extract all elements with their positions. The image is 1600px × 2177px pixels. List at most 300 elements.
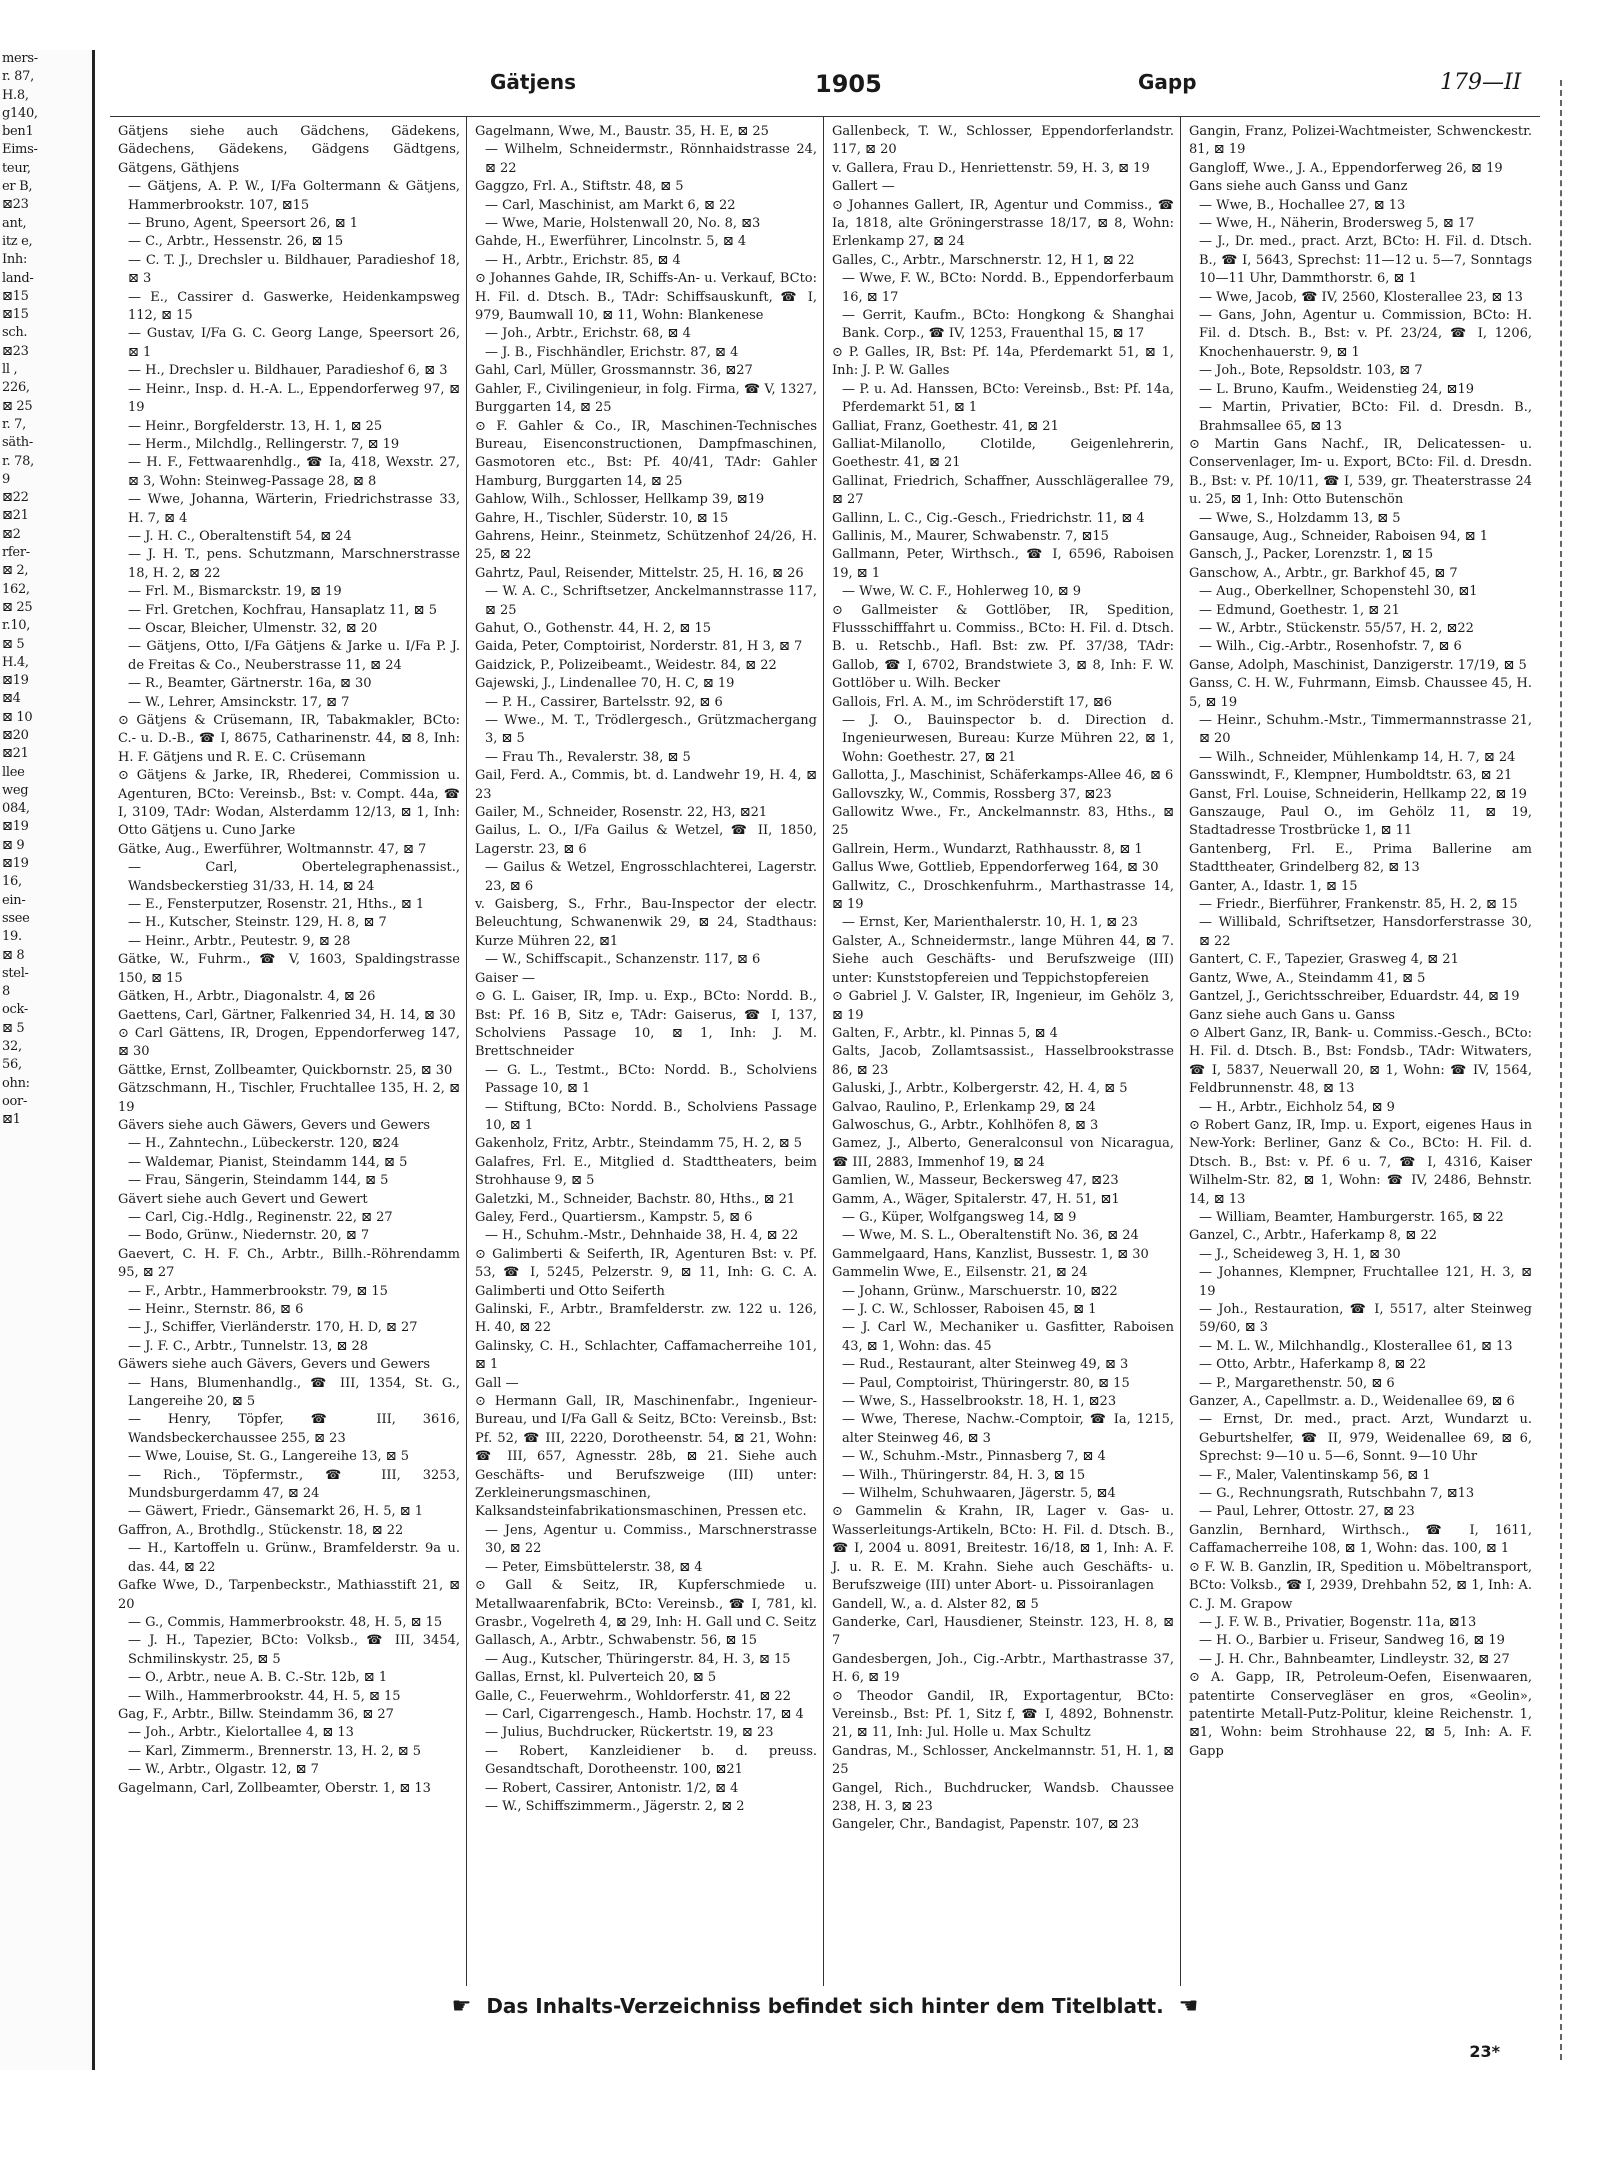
margin-fragment: säth- [2,435,33,451]
directory-entry: ⊙ G. L. Gaiser, IR, Imp. u. Exp., BCto: Nordd. B., Bst: Pf. 16 B, Sitz e, TAdr: Gaiserus, ☎ I, 137, Scholviens Passage 10, ⊠ 1, Inh: J. M. Brettschneider [475,989,817,1060]
page-edge-line [1560,80,1564,2060]
directory-entry: Gallert — [832,179,895,195]
directory-entry: — Wilh., Hammerbrookstr. 44, H. 5, ⊠ 15 [128,1688,401,1704]
margin-fragment: ⊠21 [2,508,29,524]
directory-entry: — W., Schuhm.-Mstr., Pinnasberg 7, ⊠ 4 [842,1449,1106,1465]
directory-entry: Galwoschus, G., Arbtr., Kohlhöfen 8, ⊠ 3 [832,1117,1099,1133]
margin-fragment: ll , [2,362,18,378]
directory-entry: — Frl. Gretchen, Kochfrau, Hansaplatz 11, ⊠ 5 [128,602,437,618]
directory-entry: Ganderke, Carl, Hausdiener, Steinstr. 123, H. 8, ⊠ 7 [832,1614,1174,1649]
directory-entry: ⊙ A. Gapp, IR, Petroleum-Oefen, Eisenwaaren, patentirte Conservegläser en gros, «Geolin», patentirte Metall-Putz-Politur, kleine Reichenstr. 1, ⊠1, Wohn: beim Strohhause 22, ⊠ 5, Inh: A. F. Gapp [1189,1670,1532,1759]
margin-fragment: ⊠23 [2,343,29,359]
directory-entry: — Wwe, H., Näherin, Brodersweg 5, ⊠ 17 [1199,216,1475,232]
directory-entry: — J. F. W. B., Privatier, Bogenstr. 11a, ⊠13 [1199,1614,1477,1630]
directory-entry: Gallois, Frl. A. M., im Schröderstift 17, ⊠6 [832,694,1113,710]
column-1 [110,117,467,1986]
pointing-hand-icon: ☚ [1178,1994,1199,2019]
directory-entry: — Herm., Milchdlg., Rellingerstr. 7, ⊠ 19 [128,436,400,452]
margin-fragment: ben1 [2,124,34,140]
margin-fragment: ⊠ 10 [2,709,33,725]
margin-fragment: 32, [2,1039,22,1055]
footer-notice [110,1994,1540,2061]
column-2 [467,117,824,1986]
directory-entry: Gaidzick, P., Polizeibeamt., Weidestr. 84, ⊠ 22 [475,657,777,673]
directory-entry: Galinsky, C. H., Schlachter, Caffamacherreihe 101, ⊠ 1 [475,1338,817,1373]
margin-fragment: ⊠20 [2,727,29,743]
margin-fragment: ⊠2 [2,526,21,542]
directory-entry: Gaggzo, Frl. A., Stiftstr. 48, ⊠ 5 [475,179,684,195]
directory-entry: — Heinr., Schuhm.-Mstr., Timmermannstrasse 21, ⊠ 20 [1199,713,1532,747]
directory-entry: Gagelmann, Wwe, M., Baustr. 35, H. E, ⊠ 25 [475,124,769,139]
directory-entry: Gantzel, J., Gerichtsschreiber, Eduardstr. 44, ⊠ 19 [1189,989,1520,1005]
signature-mark: 23* [1469,2042,1500,2061]
margin-fragment: stel- [2,965,29,981]
directory-entry: — Wwe, Therese, Nachw.-Comptoir, ☎ Ia, 1215, alter Steinweg 46, ⊠ 3 [842,1412,1174,1446]
directory-entry: Gaevert, C. H. F. Ch., Arbtr., Billh.-Röhrendamm 95, ⊠ 27 [118,1246,460,1281]
directory-entry: ⊙ Gall & Seitz, IR, Kupferschmiede u. Metallwaarenfabrik, BCto: Vereinsb., ☎ I, 781, kl. Grasbr., Vogelreth 4, ⊠ 29, Inh: H. Gall und C. Seitz [475,1578,817,1630]
margin-fragment: ⊠19 [2,856,29,872]
margin-fragment: 16, [2,874,22,890]
directory-entry: — W., Schiffszimmerm., Jägerstr. 2, ⊠ 2 [485,1798,745,1814]
directory-entry: Galey, Ferd., Quartiersm., Kampstr. 5, ⊠ 6 [475,1209,753,1225]
directory-entry: — R., Beamter, Gärtnerstr. 16a, ⊠ 30 [128,676,372,692]
directory-entry: — Frau, Sängerin, Steindamm 144, ⊠ 5 [128,1173,389,1189]
directory-entry: — Oscar, Bleicher, Ulmenstr. 32, ⊠ 20 [128,620,378,636]
directory-entry: Gansswindt, F., Klempner, Humboldtstr. 63, ⊠ 21 [1189,768,1513,784]
directory-entry: Gakenholz, Fritz, Arbtr., Steindamm 75, H. 2, ⊠ 5 [475,1136,803,1152]
directory-entry: — J. H. Chr., Bahnbeamter, Lindleystr. 32, ⊠ 27 [1199,1651,1510,1667]
margin-fragment: ⊠ 25 [2,398,33,414]
directory-entry: Ganzel, C., Arbtr., Haferkamp 8, ⊠ 22 [1189,1228,1438,1244]
directory-entry: Gallenbeck, T. W., Schlosser, Eppendorferlandstr. 117, ⊠ 20 [832,124,1174,158]
directory-entry: Gansch, J., Packer, Lorenzstr. 1, ⊠ 15 [1189,547,1434,563]
directory-entry: Gantert, C. F., Tapezier, Grasweg 4, ⊠ 21 [1189,952,1459,968]
adjacent-page-margin [0,50,95,2070]
directory-entry: — J. H. C., Oberaltenstift 54, ⊠ 24 [128,528,352,544]
directory-entry: — Gustav, I/Fa G. C. Georg Lange, Speersort 26, ⊠ 1 [128,326,460,360]
margin-fragment: oor- [2,1093,28,1109]
directory-entry: Gahre, H., Tischler, Süderstr. 10, ⊠ 15 [475,510,729,526]
directory-entry: Gahde, H., Ewerführer, Lincolnstr. 5, ⊠ 4 [475,234,747,250]
directory-entry: ⊙ Gallmeister & Gottlöber, IR, Spedition, Flussschifffahrt u. Commiss., BCto: H. Fil. d. Dtsch. B. u. Retschb., Hafl. Bst: zw. Pf. 37/38, TAdr: Gallob, ☎ I, 6702, Brandstwiete 3, ⊠ 8, Inh: F. W. Gottlöber u. Wilh. Becker [832,602,1174,692]
header-year: 1905 [815,70,882,98]
directory-entry: Gandesbergen, Joh., Cig.-Arbtr., Marthastrasse 37, H. 6, ⊠ 19 [832,1651,1174,1686]
directory-entry: — J., Scheideweg 3, H. 1, ⊠ 30 [1199,1246,1401,1262]
margin-fragment: 19. [2,929,22,945]
directory-entry: Gallasch, A., Arbtr., Schwabenstr. 56, ⊠ 15 [475,1633,758,1649]
margin-fragment: weg [2,782,29,798]
margin-fragment: Inh: [2,252,28,268]
margin-fragment: ⊠ 5 [2,1020,25,1036]
directory-entry: ⊙ Johannes Gallert, IR, Agentur und Commiss., ☎ Ia, 1818, alte Gröningerstrasse 18/17, ⊠ 8, Wohn: Erlenkamp 27, ⊠ 24 [832,197,1174,250]
directory-entry: — Edmund, Goethestr. 1, ⊠ 21 [1199,602,1400,618]
directory-entry: — W., Arbtr., Olgastr. 12, ⊠ 7 [128,1762,319,1778]
directory-entry: Ganss, C. H. W., Fuhrmann, Eimsb. Chaussee 45, H. 5, ⊠ 19 [1189,676,1532,710]
directory-entry: — M. L. W., Milchhandlg., Klosterallee 61, ⊠ 13 [1199,1338,1513,1354]
directory-entry: — H., Schuhm.-Mstr., Dehnhaide 38, H. 4, ⊠ 22 [485,1228,799,1244]
directory-entry: Gafke Wwe, D., Tarpenbeckstr., Mathiasstift 21, ⊠ 20 [118,1578,460,1612]
margin-fragment: ⊠19 [2,819,29,835]
directory-entry: ⊙ Carl Gättens, IR, Drogen, Eppendorferweg 147, ⊠ 30 [118,1025,460,1060]
directory-entry: Galuski, J., Arbtr., Kolbergerstr. 42, H. 4, ⊠ 5 [832,1081,1128,1097]
directory-entry: Gailer, M., Schneider, Rosenstr. 22, H3, ⊠21 [475,805,768,821]
directory-entry: — Wwe, Jacob, ☎ IV, 2560, Klosterallee 23, ⊠ 13 [1199,289,1523,305]
margin-fragment: llee [2,764,25,780]
directory-entry: — Aug., Oberkellner, Schopenstehl 30, ⊠1 [1199,584,1478,600]
directory-entry: Ganst, Frl. Louise, Schneiderin, Hellkamp 22, ⊠ 19 [1189,786,1527,802]
directory-entry: Gallinn, L. C., Cig.-Gesch., Friedrichstr. 11, ⊠ 4 [832,510,1145,526]
header-right-word: Gapp [1138,70,1197,94]
directory-entry: Galliat, Franz, Goethestr. 41, ⊠ 21 [832,418,1059,434]
directory-entry: Gamez, J., Alberto, Generalconsul von Nicaragua, ☎ III, 2883, Immenhof 19, ⊠ 24 [832,1136,1174,1170]
directory-entry: — Wwe., M. T., Trödlergesch., Grützmachergang 3, ⊠ 5 [485,713,817,747]
column-4 [1181,117,1538,1986]
directory-entry: — J. C. W., Schlosser, Raboisen 45, ⊠ 1 [842,1302,1097,1317]
directory-entry: Gandell, W., a. d. Alster 82, ⊠ 5 [832,1596,1039,1612]
directory-entry: — Wwe, Marie, Holstenwall 20, No. 8, ⊠3 [485,216,761,232]
directory-entry: Gangeler, Chr., Bandagist, Papenstr. 107, ⊠ 23 [832,1817,1140,1833]
directory-entry: — W., Lehrer, Amsinckstr. 17, ⊠ 7 [128,694,350,710]
directory-entry: — Rud., Restaurant, alter Steinweg 49, ⊠ 3 [842,1357,1129,1373]
margin-fragment: r. 87, [2,69,34,85]
margin-fragment: er B, [2,179,33,195]
directory-entry: — Carl, Cigarrengesch., Hamb. Hochstr. 17, ⊠ 4 [485,1706,804,1722]
directory-entry: Gätke, Aug., Ewerführer, Woltmannstr. 47, ⊠ 7 [118,841,427,857]
directory-entry: Galinski, F., Arbtr., Bramfelderstr. zw. 122 u. 126, H. 40, ⊠ 22 [475,1302,817,1336]
directory-entry: — W., Schiffscapit., Schanzenstr. 117, ⊠ 6 [485,952,761,968]
header-left-word: Gätjens [490,70,577,94]
directory-entry: — F., Maler, Valentinskamp 56, ⊠ 1 [1199,1467,1431,1483]
directory-entry: — H., Drechsler u. Bildhauer, Paradieshof 6, ⊠ 3 [128,363,448,379]
directory-entry: — J. O., Bauinspector b. d. Direction d. Ingenieurwesen, Bureau: Kurze Mühren 22, ⊠ 1, Wohn: Goethestr. 27, ⊠ 21 [842,713,1174,765]
margin-fragment: rfer- [2,545,30,561]
directory-entry: Gahl, Carl, Müller, Grossmannstr. 36, ⊠27 [475,363,753,379]
directory-entry: — H., Kartoffeln u. Grünw., Bramfelderstr. 9a u. das. 44, ⊠ 22 [128,1541,460,1575]
directory-entry: Gail, Ferd. A., Commis, bt. d. Landwehr 19, H. 4, ⊠ 23 [475,768,817,802]
directory-entry: Ganter, A., Idastr. 1, ⊠ 15 [1189,878,1358,894]
directory-entry: Gahler, F., Civilingenieur, in folg. Firma, ☎ V, 1327, Burggarten 14, ⊠ 25 [475,381,817,416]
directory-entry: — Wwe, W. C. F., Hohlerweg 10, ⊠ 9 [842,584,1082,600]
margin-fragment: ⊠ 5 [2,636,25,652]
directory-entry: ⊙ Theodor Gandil, IR, Exportagentur, BCto: Vereinsb., Bst: Pf. 1, Sitz f, ☎ I, 4892, Bohnenstr. 21, ⊠ 11, Inh: Jul. Holle u. Max Schultz [832,1688,1174,1741]
directory-entry: — Heinr., Insp. d. H.-A. L., Eppendorferweg 97, ⊠ 19 [128,381,460,416]
directory-entry: — J. B., Fischhändler, Erichstr. 87, ⊠ 4 [485,344,739,360]
directory-entry: — Bodo, Grünw., Niedernstr. 20, ⊠ 7 [128,1228,370,1244]
directory-entry: ⊙ F. Gahler & Co., IR, Maschinen-Technisches Bureau, Eisenconstructionen, Dampfmaschinen, Gasmotoren etc., Bst: Pf. 40/41, TAdr: Gahler Hamburg, Burggarten 14, ⊠ 25 [475,418,817,489]
directory-entry: ⊙ Martin Gans Nachf., IR, Delicatessen- u. Conservenlager, Im- u. Export, BCto: Fil. d. Dresdn. B., Bst: v. Pf. 10/11, ☎ I, 539, gr. Theaterstrasse 24 u. 25, ⊠ 1, Inh: Otto Butenschön [1189,436,1532,508]
margin-fragment: ⊠1 [2,1112,21,1128]
directory-entry: Gangloff, Wwe., J. A., Eppendorferweg 26, ⊠ 19 [1189,160,1503,176]
directory-entry: Gag, F., Arbtr., Billw. Steindamm 36, ⊠ 27 [118,1706,394,1722]
directory-entry: — H. F., Fettwaarenhdlg., ☎ Ia, 418, Wexstr. 27, ⊠ 3, Wohn: Steinweg-Passage 28, ⊠ 8 [128,455,460,489]
directory-entry: Gantenberg, Frl. E., Prima Ballerine am Stadttheater, Grindelberg 82, ⊠ 13 [1189,841,1532,876]
header-page-number: 179—II [1440,70,1522,95]
directory-entry: — Wilh., Thüringerstr. 84, H. 3, ⊠ 15 [842,1467,1086,1483]
margin-fragment: g140, [2,105,38,121]
margin-fragment: ⊠ 2, [2,563,29,579]
directory-entry: — Karl, Zimmerm., Brennerstr. 13, H. 2, ⊠ 5 [128,1743,422,1759]
directory-entry: — J. Carl W., Mechaniker u. Gasfitter, Raboisen 43, ⊠ 1, Wohn: das. 45 [842,1320,1174,1354]
margin-fragment: 56, [2,1057,22,1073]
directory-entry: — H., Arbtr., Eichholz 54, ⊠ 9 [1199,1099,1395,1115]
directory-entry: — Gailus & Wetzel, Engrosschlachterei, Lagerstr. 23, ⊠ 6 [485,860,817,894]
directory-entry: Gaida, Peter, Comptoirist, Norderstr. 81, H 3, ⊠ 7 [475,639,803,655]
directory-entry: — Henry, Töpfer, ☎ III, 3616, Wandsbeckerchaussee 255, ⊠ 23 [128,1412,460,1446]
directory-entry: Gahrtz, Paul, Reisender, Mittelstr. 25, H. 16, ⊠ 26 [475,565,804,581]
directory-entry: — Wwe, S., Holzdamm 13, ⊠ 5 [1199,510,1401,526]
directory-entry: ⊙ Robert Ganz, IR, Imp. u. Export, eigenes Haus in New-York: Berliner, Ganz & Co., BCto: H. Fil. d. Dtsch. B., Bst: v. Pf. 6 u. 7, ☎ I, 4316, Kaiser Wilhelm-Str. 82, ⊠ 1, Wohn: ☎ IV, 2486, Behnstr. 14, ⊠ 13 [1189,1117,1532,1207]
directory-entry: — Joh., Restauration, ☎ I, 5517, alter Steinweg 59/60, ⊠ 3 [1199,1302,1532,1336]
margin-fragment: sch. [2,325,28,341]
margin-fragment: Eims- [2,142,38,158]
margin-fragment: itz e, [2,233,33,249]
directory-entry: — J. H. T., pens. Schutzmann, Marschnerstrasse 18, H. 2, ⊠ 22 [128,547,460,581]
directory-page [110,70,1540,2061]
directory-entry: — J., Schiffer, Vierländerstr. 170, H. D, ⊠ 27 [128,1320,418,1336]
directory-entry: — Peter, Eimsbüttelerstr. 38, ⊠ 4 [485,1559,703,1575]
directory-entry: — P. H., Cassirer, Bartelsstr. 92, ⊠ 6 [485,694,723,710]
directory-entry: — J., Dr. med., pract. Arzt, BCto: H. Fil. d. Dtsch. B., ☎ I, 5643, Sprechst: 11—12 u. 5—7, Sonntags 10—11 Uhr, Dammthorstr. 6, ⊠ 1 [1199,234,1532,287]
directory-entry: — P. u. Ad. Hanssen, BCto: Vereinsb., Bst: Pf. 14a, Pferdemarkt 51, ⊠ 1 [842,381,1174,416]
directory-entry: Gallotta, J., Maschinist, Schäferkamps-Allee 46, ⊠ 6 [832,768,1174,784]
margin-fragment: ⊠15 [2,307,29,323]
directory-entry: Gailus, L. O., I/Fa Gailus & Wetzel, ☎ II, 1850, Lagerstr. 23, ⊠ 6 [475,823,817,857]
directory-entry: — Julius, Buchdrucker, Rückertstr. 19, ⊠ 23 [485,1725,774,1741]
margin-fragment: r. 78, [2,453,34,469]
directory-entry: Gätjens siehe auch Gädchens, Gädekens, Gädechens, Gädekens, Gädgens Gädtgens, Gätgens, Gäthjens [118,124,460,176]
margin-fragment: ⊠22 [2,490,29,506]
margin-fragment: H.4, [2,654,29,670]
directory-entry: — Carl, Maschinist, am Markt 6, ⊠ 22 [485,197,736,213]
directory-entry: v. Gaisberg, S., Frhr., Bau-Inspector der electr. Beleuchtung, Schwanenwik 29, ⊠ 24, Stadthaus: Kurze Mühren 22, ⊠1 [475,897,817,949]
directory-entry: Galle, C., Feuerwehrm., Wohldorferstr. 41, ⊠ 22 [475,1688,791,1704]
directory-entry: — Gätjens, Otto, I/Fa Gätjens & Jarke u. I/Fa P. J. de Freitas & Co., Neuberstrasse 11, ⊠ 24 [128,639,460,673]
directory-entry: Gättke, Ernst, Zollbeamter, Quickbornstr. 25, ⊠ 30 [118,1062,453,1078]
directory-entry: ⊙ Gätjens & Crüsemann, IR, Tabakmakler, BCto: C.- u. D.-B., ☎ I, 8675, Catharinenstr. 44, ⊠ 8, Inh: H. F. Gätjens und R. E. C. Crüsemann [118,713,460,765]
directory-entry: Gall — [475,1375,519,1391]
directory-entry: Gallovszky, W., Commis, Rossberg 37, ⊠23 [832,786,1112,802]
directory-entry: — W., Arbtr., Stückenstr. 55/57, H. 2, ⊠22 [1199,620,1474,636]
directory-entry: — Wwe, S., Hasselbrookstr. 18, H. 1, ⊠23 [842,1394,1117,1410]
directory-entry: ⊙ Galimberti & Seiferth, IR, Agenturen Bst: v. Pf. 53, ☎ I, 5245, Pelzerstr. 9, ⊠ 11, Inh: G. C. A. Galimberti und Otto Seiferth [475,1246,817,1299]
directory-entry: ⊙ P. Galles, IR, Bst: Pf. 14a, Pferdemarkt 51, ⊠ 1, Inh: J. P. W. Galles [832,344,1174,379]
directory-entry: — Bruno, Agent, Speersort 26, ⊠ 1 [128,216,359,232]
directory-entry: — Paul, Lehrer, Ottostr. 27, ⊠ 23 [1199,1504,1415,1520]
margin-fragment: 084, [2,801,30,817]
margin-fragment: ssee [2,910,30,926]
directory-entry: — Frau Th., Revalerstr. 38, ⊠ 5 [485,749,691,765]
directory-entry: — Friedr., Bierführer, Frankenstr. 85, H. 2, ⊠ 15 [1199,897,1518,913]
directory-entry: ⊙ Albert Ganz, IR, Bank- u. Commiss.-Gesch., BCto: H. Fil. d. Dtsch. B., Bst: Fondsb., TAdr: Witwaters, ☎ I, 5837, Neuerwall 20, ⊠ 1, Wohn: ☎ IV, 1564, Feldbrunnenstr. 48, ⊠ 13 [1189,1025,1532,1097]
directory-entry: Galts, Jacob, Zollamtsassist., Hasselbrookstrasse 86, ⊠ 23 [832,1044,1174,1078]
directory-entry: Galafres, Frl. E., Mitglied d. Stadttheaters, beim Strohhause 9, ⊠ 5 [475,1154,817,1189]
column-3 [824,117,1181,1986]
directory-entry: Ganschow, A., Arbtr., gr. Barkhof 45, ⊠ 7 [1189,565,1458,581]
directory-entry: — P., Margarethenstr. 50, ⊠ 6 [1199,1375,1395,1391]
directory-entry: Galliat-Milanollo, Clotilde, Geigenlehrerin, Goethestr. 41, ⊠ 21 [832,436,1174,471]
directory-entry: — Hans, Blumenhandlg., ☎ III, 1354, St. G., Langereihe 20, ⊠ 5 [128,1375,460,1410]
directory-entry: Gallrein, Herm., Wundarzt, Rathhausstr. 8, ⊠ 1 [832,841,1143,857]
directory-entry: — L. Bruno, Kaufm., Weidenstieg 24, ⊠19 [1199,381,1474,397]
footer-text: Das Inhalts-Verzeichniss befindet sich hinter dem Titelblatt. [486,1994,1164,2018]
margin-fragment: ⊠4 [2,691,21,707]
directory-entry: Gamlien, W., Masseur, Beckersweg 47, ⊠23 [832,1173,1119,1189]
directory-entry: — Johannes, Klempner, Fruchtallee 121, H. 3, ⊠ 19 [1199,1265,1532,1299]
directory-entry: Gahut, O., Gothenstr. 44, H. 2, ⊠ 15 [475,620,711,636]
directory-entry: — E., Fensterputzer, Rosenstr. 21, Hths., ⊠ 1 [128,897,425,913]
directory-entry: ⊙ Gammelin & Krahn, IR, Lager v. Gas- u. Wasserleitungs-Artikeln, BCto: H. Fil. d. Dtsch. B., ☎ I, 2004 u. 8091, Breitestr. 16/18, ⊠ 1, Inh: A. F. J. u. R. E. M. Krahn. Siehe auch Geschäfts- u. Berufszweige (III) unter Abort- u. Pissoiranlagen [832,1504,1174,1594]
directory-entry: Gallinat, Friedrich, Schaffner, Ausschlägerallee 79, ⊠ 27 [832,473,1174,508]
directory-entry: Gammelgaard, Hans, Kanzlist, Bussestr. 1, ⊠ 30 [832,1246,1149,1262]
margin-fragment: ⊠ 9 [2,837,25,853]
directory-entry: Gallus Wwe, Gottlieb, Eppendorferweg 164, ⊠ 30 [832,860,1159,876]
directory-entry: — W. A. C., Schriftsetzer, Anckelmannstrasse 117, ⊠ 25 [485,584,817,618]
directory-entry: Gans siehe auch Ganss und Ganz [1189,179,1408,195]
margin-fragment: 8 [2,984,10,1000]
margin-fragment: ⊠ 8 [2,947,25,963]
directory-entry: — Martin, Privatier, BCto: Fil. d. Dresdn. B., Brahmsallee 65, ⊠ 13 [1199,400,1532,434]
directory-entry: Gallwitz, C., Droschkenfuhrm., Marthastrasse 14, ⊠ 19 [832,878,1174,913]
columns [110,116,1540,1986]
margin-fragment: ohn: [2,1075,30,1091]
directory-entry: — Otto, Arbtr., Haferkamp 8, ⊠ 22 [1199,1357,1426,1373]
margin-fragment: land- [2,270,34,286]
directory-entry: Gantz, Wwe, A., Steindamm 41, ⊠ 5 [1189,970,1426,986]
directory-entry: — Wwe, Louise, St. G., Langereihe 13, ⊠ 5 [128,1449,410,1465]
directory-entry: — H., Zahntechn., Lübeckerstr. 120, ⊠24 [128,1136,400,1152]
directory-entry: — J. H., Tapezier, BCto: Volksb., ☎ III, 3454, Schmilinskystr. 25, ⊠ 5 [128,1633,460,1667]
directory-entry: Ganzlin, Bernhard, Wirthsch., ☎ I, 1611, Caffamacherreihe 108, ⊠ 1, Wohn: das. 100, ⊠ 1 [1189,1522,1532,1557]
directory-entry: — Wwe, F. W., BCto: Nordd. B., Eppendorferbaum 16, ⊠ 17 [842,271,1174,305]
directory-entry: Gätzschmann, H., Tischler, Fruchtallee 135, H. 2, ⊠ 19 [118,1081,460,1115]
directory-entry: — Gäwert, Friedr., Gänsemarkt 26, H. 5, ⊠ 1 [128,1504,424,1520]
directory-entry: — Wilhelm, Schneidermstr., Rönnhaidstrasse 24, ⊠ 22 [485,142,817,176]
directory-entry: — Wilhelm, Schuhwaaren, Jägerstr. 5, ⊠4 [842,1486,1116,1502]
margin-fragment: r. 7, [2,416,26,432]
margin-fragment: ⊠15 [2,288,29,304]
directory-entry: — Carl, Obertelegraphenassist., Wandsbeckerstieg 31/33, H. 14, ⊠ 24 [128,860,460,894]
directory-entry: Gaettens, Carl, Gärtner, Falkenried 34, H. 14, ⊠ 30 [118,1007,456,1023]
margin-fragment: mers- [2,51,38,66]
margin-fragment: H.8, [2,87,29,103]
directory-entry: ⊙ Johannes Gahde, IR, Schiffs-An- u. Verkauf, BCto: H. Fil. d. Dtsch. B., TAdr: Schiffsauskunft, ☎ I, 979, Baumwall 10, ⊠ 11, Wohn: Blankenese [475,271,817,324]
directory-entry: Galvao, Raulino, P., Erlenkamp 29, ⊠ 24 [832,1099,1096,1115]
directory-entry: Gäwers siehe auch Gävers, Gevers und Gewers [118,1357,431,1373]
directory-entry: — Willibald, Schriftsetzer, Hansdorferstrasse 30, ⊠ 22 [1199,915,1532,949]
directory-entry: — Waldemar, Pianist, Steindamm 144, ⊠ 5 [128,1154,408,1170]
directory-entry: — Robert, Cassirer, Antonistr. 1/2, ⊠ 4 [485,1780,739,1796]
directory-entry: — Heinr., Arbtr., Peutestr. 9, ⊠ 28 [128,933,351,949]
directory-entry: Gandras, M., Schlosser, Anckelmannstr. 51, H. 1, ⊠ 25 [832,1743,1174,1778]
margin-fragment: 162, [2,581,30,597]
directory-entry: — J. F. C., Arbtr., Tunnelstr. 13, ⊠ 28 [128,1338,369,1354]
margin-fragment: ant, [2,215,27,231]
directory-entry: — Gerrit, Kaufm., BCto: Hongkong & Shanghai Bank. Corp., ☎ IV, 1253, Frauenthal 15, ⊠ 17 [842,308,1174,342]
directory-entry: — Gätjens, A. P. W., I/Fa Goltermann & Gätjens, Hammerbrookstr. 107, ⊠15 [128,179,460,213]
directory-entry: — Stiftung, BCto: Nordd. B., Scholviens Passage 10, ⊠ 1 [485,1099,817,1133]
directory-entry: — H., Kutscher, Steinstr. 129, H. 8, ⊠ 7 [128,915,387,931]
directory-entry: — Gans, John, Agentur u. Commission, BCto: H. Fil. d. Dtsch. B., Bst: v. Pf. 23/24, ☎ I, 1206, Knochenhauerstr. 9, ⊠ 1 [1199,308,1532,360]
margin-fragment: teur, [2,160,31,176]
directory-entry: ⊙ Gätjens & Jarke, IR, Rhederei, Commission u. Agenturen, BCto: Vereinsb., Bst: v. Compt. 44a, ☎ I, 3109, TAdr: Wodan, Alsterdamm 12/13, ⊠ 1, Inh: Otto Gätjens u. Cuno Jarke [118,768,460,839]
directory-entry: — Carl, Cig.-Hdlg., Reginenstr. 22, ⊠ 27 [128,1209,393,1225]
directory-entry: — Joh., Arbtr., Kielortallee 4, ⊠ 13 [128,1725,354,1741]
margin-fragment: 226, [2,380,30,396]
directory-entry: — Heinr., Sternstr. 86, ⊠ 6 [128,1302,304,1317]
directory-entry: ⊙ Gabriel J. V. Galster, IR, Ingenieur, im Gehölz 3, ⊠ 19 [832,989,1174,1023]
directory-entry: — Frl. M., Bismarckstr. 19, ⊠ 19 [128,584,342,600]
directory-entry: Gallas, Ernst, kl. Pulverteich 20, ⊠ 5 [475,1670,717,1686]
margin-fragment: ⊠19 [2,673,29,689]
directory-entry: Ganse, Adolph, Maschinist, Danzigerstr. 17/19, ⊠ 5 [1189,657,1527,673]
margin-fragment: ock- [2,1002,28,1018]
directory-entry: ⊙ F. W. B. Ganzlin, IR, Spedition u. Möbeltransport, BCto: Volksb., ☎ I, 2939, Drehbahn 52, ⊠ 1, Inh: A. C. J. M. Grapow [1189,1559,1532,1612]
directory-entry: — Rich., Töpfermstr., ☎ III, 3253, Mundsburgerdamm 47, ⊠ 24 [128,1467,460,1502]
directory-entry: — Heinr., Borgfelderstr. 13, H. 1, ⊠ 25 [128,418,383,434]
directory-entry: — Wilh., Schneider, Mühlenkamp 14, H. 7, ⊠ 24 [1199,749,1516,765]
directory-entry: Gaiser — [475,970,536,986]
directory-entry: Gagelmann, Carl, Zollbeamter, Oberstr. 1, ⊠ 13 [118,1780,431,1796]
directory-entry: Gangel, Rich., Buchdrucker, Wandsb. Chaussee 238, H. 3, ⊠ 23 [832,1780,1174,1814]
pointing-hand-icon: ☛ [451,1994,472,2019]
margin-fragment: ⊠21 [2,746,29,762]
margin-fragment: 9 [2,471,10,487]
directory-entry: Galten, F., Arbtr., kl. Pinnas 5, ⊠ 4 [832,1025,1058,1041]
margin-fragment: r.10, [2,618,31,634]
directory-entry: Ganz siehe auch Gans u. Ganss [1189,1007,1395,1023]
directory-entry: — G., Commis, Hammerbrookstr. 48, H. 5, ⊠ 15 [128,1614,443,1630]
directory-entry: — Joh., Bote, Repsoldstr. 103, ⊠ 7 [1199,363,1423,379]
directory-entry: — Aug., Kutscher, Thüringerstr. 84, H. 3, ⊠ 15 [485,1651,791,1667]
directory-entry: — Wwe, M. S. L., Oberaltenstift No. 36, ⊠ 24 [842,1228,1139,1244]
directory-entry: — Wwe, Johanna, Wärterin, Friedrichstrasse 33, H. 7, ⊠ 4 [128,492,460,526]
directory-entry: Gamm, A., Wäger, Spitalerstr. 47, H. 51, ⊠1 [832,1191,1120,1207]
directory-entry: Gaffron, A., Brothdlg., Stückenstr. 18, ⊠ 22 [118,1522,404,1538]
directory-entry: Galles, C., Arbtr., Marschnerstr. 12, H 1, ⊠ 22 [832,252,1135,268]
running-header [110,70,1540,116]
margin-fragment: ⊠23 [2,197,29,213]
directory-entry: Gahlow, Wilh., Schlosser, Hellkamp 39, ⊠19 [475,492,765,508]
directory-entry: Ganszauge, Paul O., im Gehölz 11, ⊠ 19, Stadtadresse Trostbrücke 1, ⊠ 11 [1189,805,1532,839]
directory-entry: v. Gallera, Frau D., Henriettenstr. 59, H. 3, ⊠ 19 [832,160,1150,176]
directory-entry: — C. T. J., Drechsler u. Bildhauer, Paradieshof 18, ⊠ 3 [128,252,460,287]
directory-entry: Gallowitz Wwe., Fr., Anckelmannstr. 83, Hths., ⊠ 25 [832,805,1174,839]
directory-entry: Ganzer, A., Capellmstr. a. D., Weidenallee 69, ⊠ 6 [1189,1394,1515,1410]
directory-entry: — Wwe, B., Hochallee 27, ⊠ 13 [1199,197,1406,213]
directory-entry: — F., Arbtr., Hammerbrookstr. 79, ⊠ 15 [128,1283,388,1299]
directory-entry: — Wilh., Cig.-Arbtr., Rosenhofstr. 7, ⊠ 6 [1199,639,1462,655]
directory-entry: — H. O., Barbier u. Friseur, Sandweg 16, ⊠ 19 [1199,1633,1505,1649]
directory-entry: — William, Beamter, Hamburgerstr. 165, ⊠ 22 [1199,1209,1504,1225]
directory-entry: — G., Küper, Wolfgangsweg 14, ⊠ 9 [842,1209,1077,1225]
directory-entry: — Jens, Agentur u. Commiss., Marschnerstrasse 30, ⊠ 22 [485,1522,817,1557]
directory-entry: — Johann, Grünw., Marschuerstr. 10, ⊠22 [842,1283,1118,1299]
directory-entry: — G. L., Testmt., BCto: Nordd. B., Scholviens Passage 10, ⊠ 1 [485,1062,817,1097]
directory-entry: Gävert siehe auch Gevert und Gewert [118,1191,368,1207]
directory-entry: — Paul, Comptoirist, Thüringerstr. 80, ⊠ 15 [842,1375,1130,1391]
margin-fragment: ⊠ 25 [2,599,33,615]
directory-entry: ⊙ Hermann Gall, IR, Maschinenfabr., Ingenieur-Bureau, und I/Fa Gall & Seitz, BCto: Vereinsb., Bst: Pf. 52, ☎ III, 2220, Dorotheenstr. 54, ⊠ 21, Wohn: ☎ III, 657, Agnesstr. 28b, ⊠ 21. Siehe auch Geschäfts- und Berufszweige (III) unter: Zerkleinerungsmaschinen, Kalksandsteinfabrikationsmaschinen, Pressen etc. [475,1394,817,1520]
directory-entry: Gätken, H., Arbtr., Diagonalstr. 4, ⊠ 26 [118,989,376,1005]
directory-entry: — Ernst, Dr. med., pract. Arzt, Wundarzt u. Geburtshelfer, ☎ II, 979, Weidenallee 69, ⊠ 6, Sprechst: 9—10 u. 5—6, Sonnt. 9—10 Uhr [1199,1412,1532,1465]
margin-fragment: ein- [2,892,26,908]
directory-entry: Gansauge, Aug., Schneider, Raboisen 94, ⊠ 1 [1189,528,1489,544]
directory-entry: Gajewski, J., Lindenallee 70, H. C, ⊠ 19 [475,676,735,692]
directory-entry: Gangin, Franz, Polizei-Wachtmeister, Schwenckestr. 81, ⊠ 19 [1189,124,1532,158]
directory-entry: Gallmann, Peter, Wirthsch., ☎ I, 6596, Raboisen 19, ⊠ 1 [832,547,1174,581]
directory-entry: Gävers siehe auch Gäwers, Gevers und Gewers [118,1117,431,1133]
directory-entry: — Joh., Arbtr., Erichstr. 68, ⊠ 4 [485,326,691,342]
